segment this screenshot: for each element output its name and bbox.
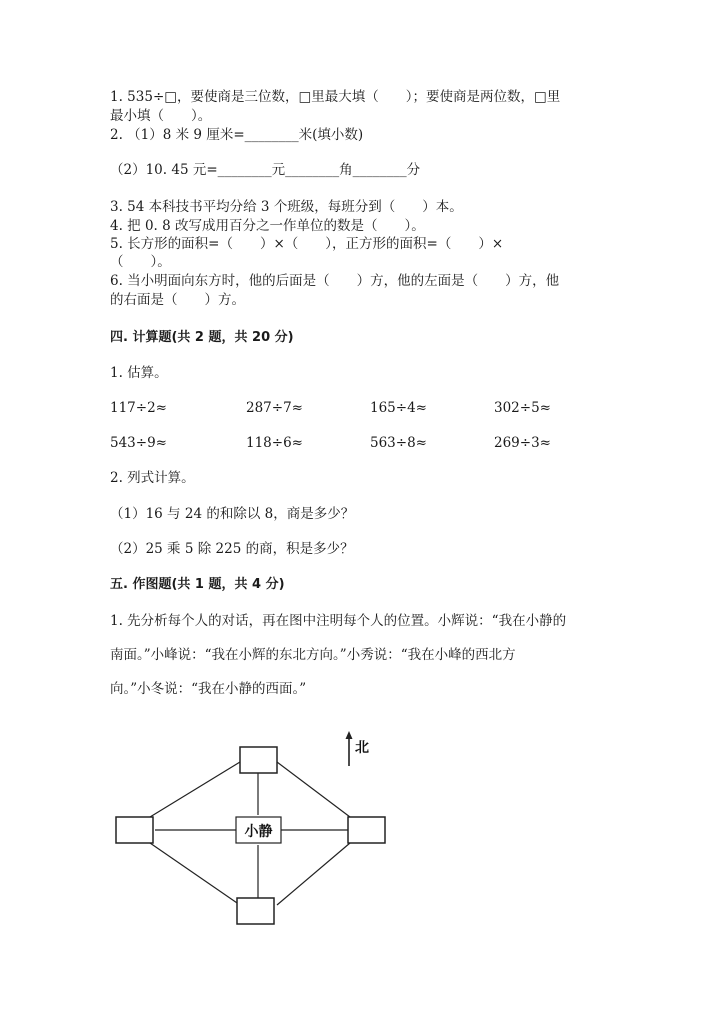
section-title-calculation: 四. 计算题(共 2 题，共 20 分): [110, 330, 294, 345]
question-3: 3. 54 本科技书平均分给 3 个班级，每班分到（ ）本。: [110, 199, 463, 215]
diamond-edge: [277, 762, 350, 817]
east-blank-box: [348, 817, 385, 843]
question-1-line-2: 最小填（ ）。: [110, 108, 212, 124]
west-blank-box: [116, 817, 153, 843]
north-blank-box: [240, 747, 277, 773]
draw-question-line-3: 向。”小冬说：“我在小静的西面。”: [110, 681, 307, 697]
question-4: 4. 把 0. 8 改写成用百分之一作单位的数是（ ）。: [110, 218, 425, 234]
center-label: 小静: [244, 824, 273, 840]
question-2-line-1: 2. （1）8 米 9 厘米=________米(填小数): [110, 127, 364, 143]
estimate-item: 165÷4≈: [370, 400, 427, 416]
north-label: 北: [355, 740, 369, 756]
diamond-edge: [277, 843, 350, 905]
draw-question-line-2: 南面。”小峰说：“我在小辉的东北方向。”小秀说：“我在小峰的西北方: [110, 647, 516, 663]
question-5-line-2: （ ）。: [110, 254, 171, 270]
estimate-item: 287÷7≈: [246, 400, 303, 416]
question-5-line-1: 5. 长方形的面积=（ ）×（ ），正方形的面积=（ ）×: [110, 236, 504, 252]
diamond-edge: [150, 762, 240, 817]
calc-question-2a: （1）16 与 24 的和除以 8，商是多少？: [110, 506, 355, 522]
question-1-line-1: 1. 535÷□，要使商是三位数，□里最大填（ ）；要使商是两位数，□里: [110, 89, 561, 105]
estimate-item: 117÷2≈: [110, 400, 167, 416]
section-title-drawing: 五. 作图题(共 1 题，共 4 分): [110, 577, 285, 592]
question-6-line-1: 6. 当小明面向东方时，他的后面是（ ）方，他的左面是（ ）方，他: [110, 273, 560, 289]
estimate-item: 269÷3≈: [494, 435, 551, 451]
diamond-edge: [150, 843, 240, 905]
north-arrow-icon: [346, 731, 353, 739]
calc-question-2-title: 2. 列式计算。: [110, 470, 195, 486]
south-blank-box: [237, 898, 274, 924]
estimate-item: 543÷9≈: [110, 435, 167, 451]
calc-question-2b: （2）25 乘 5 除 225 的商，积是多少？: [110, 541, 354, 557]
calc-question-1-title: 1. 估算。: [110, 365, 168, 381]
draw-question-line-1: 1. 先分析每个人的对话，再在图中注明每个人的位置。小辉说：“我在小静的: [110, 613, 567, 629]
estimate-item: 302÷5≈: [494, 400, 551, 416]
estimate-item: 118÷6≈: [246, 435, 303, 451]
estimate-item: 563÷8≈: [370, 435, 427, 451]
question-6-line-2: 的右面是（ ）方。: [110, 292, 245, 308]
question-2-line-2: （2）10. 45 元=________元________角________分: [110, 162, 421, 178]
